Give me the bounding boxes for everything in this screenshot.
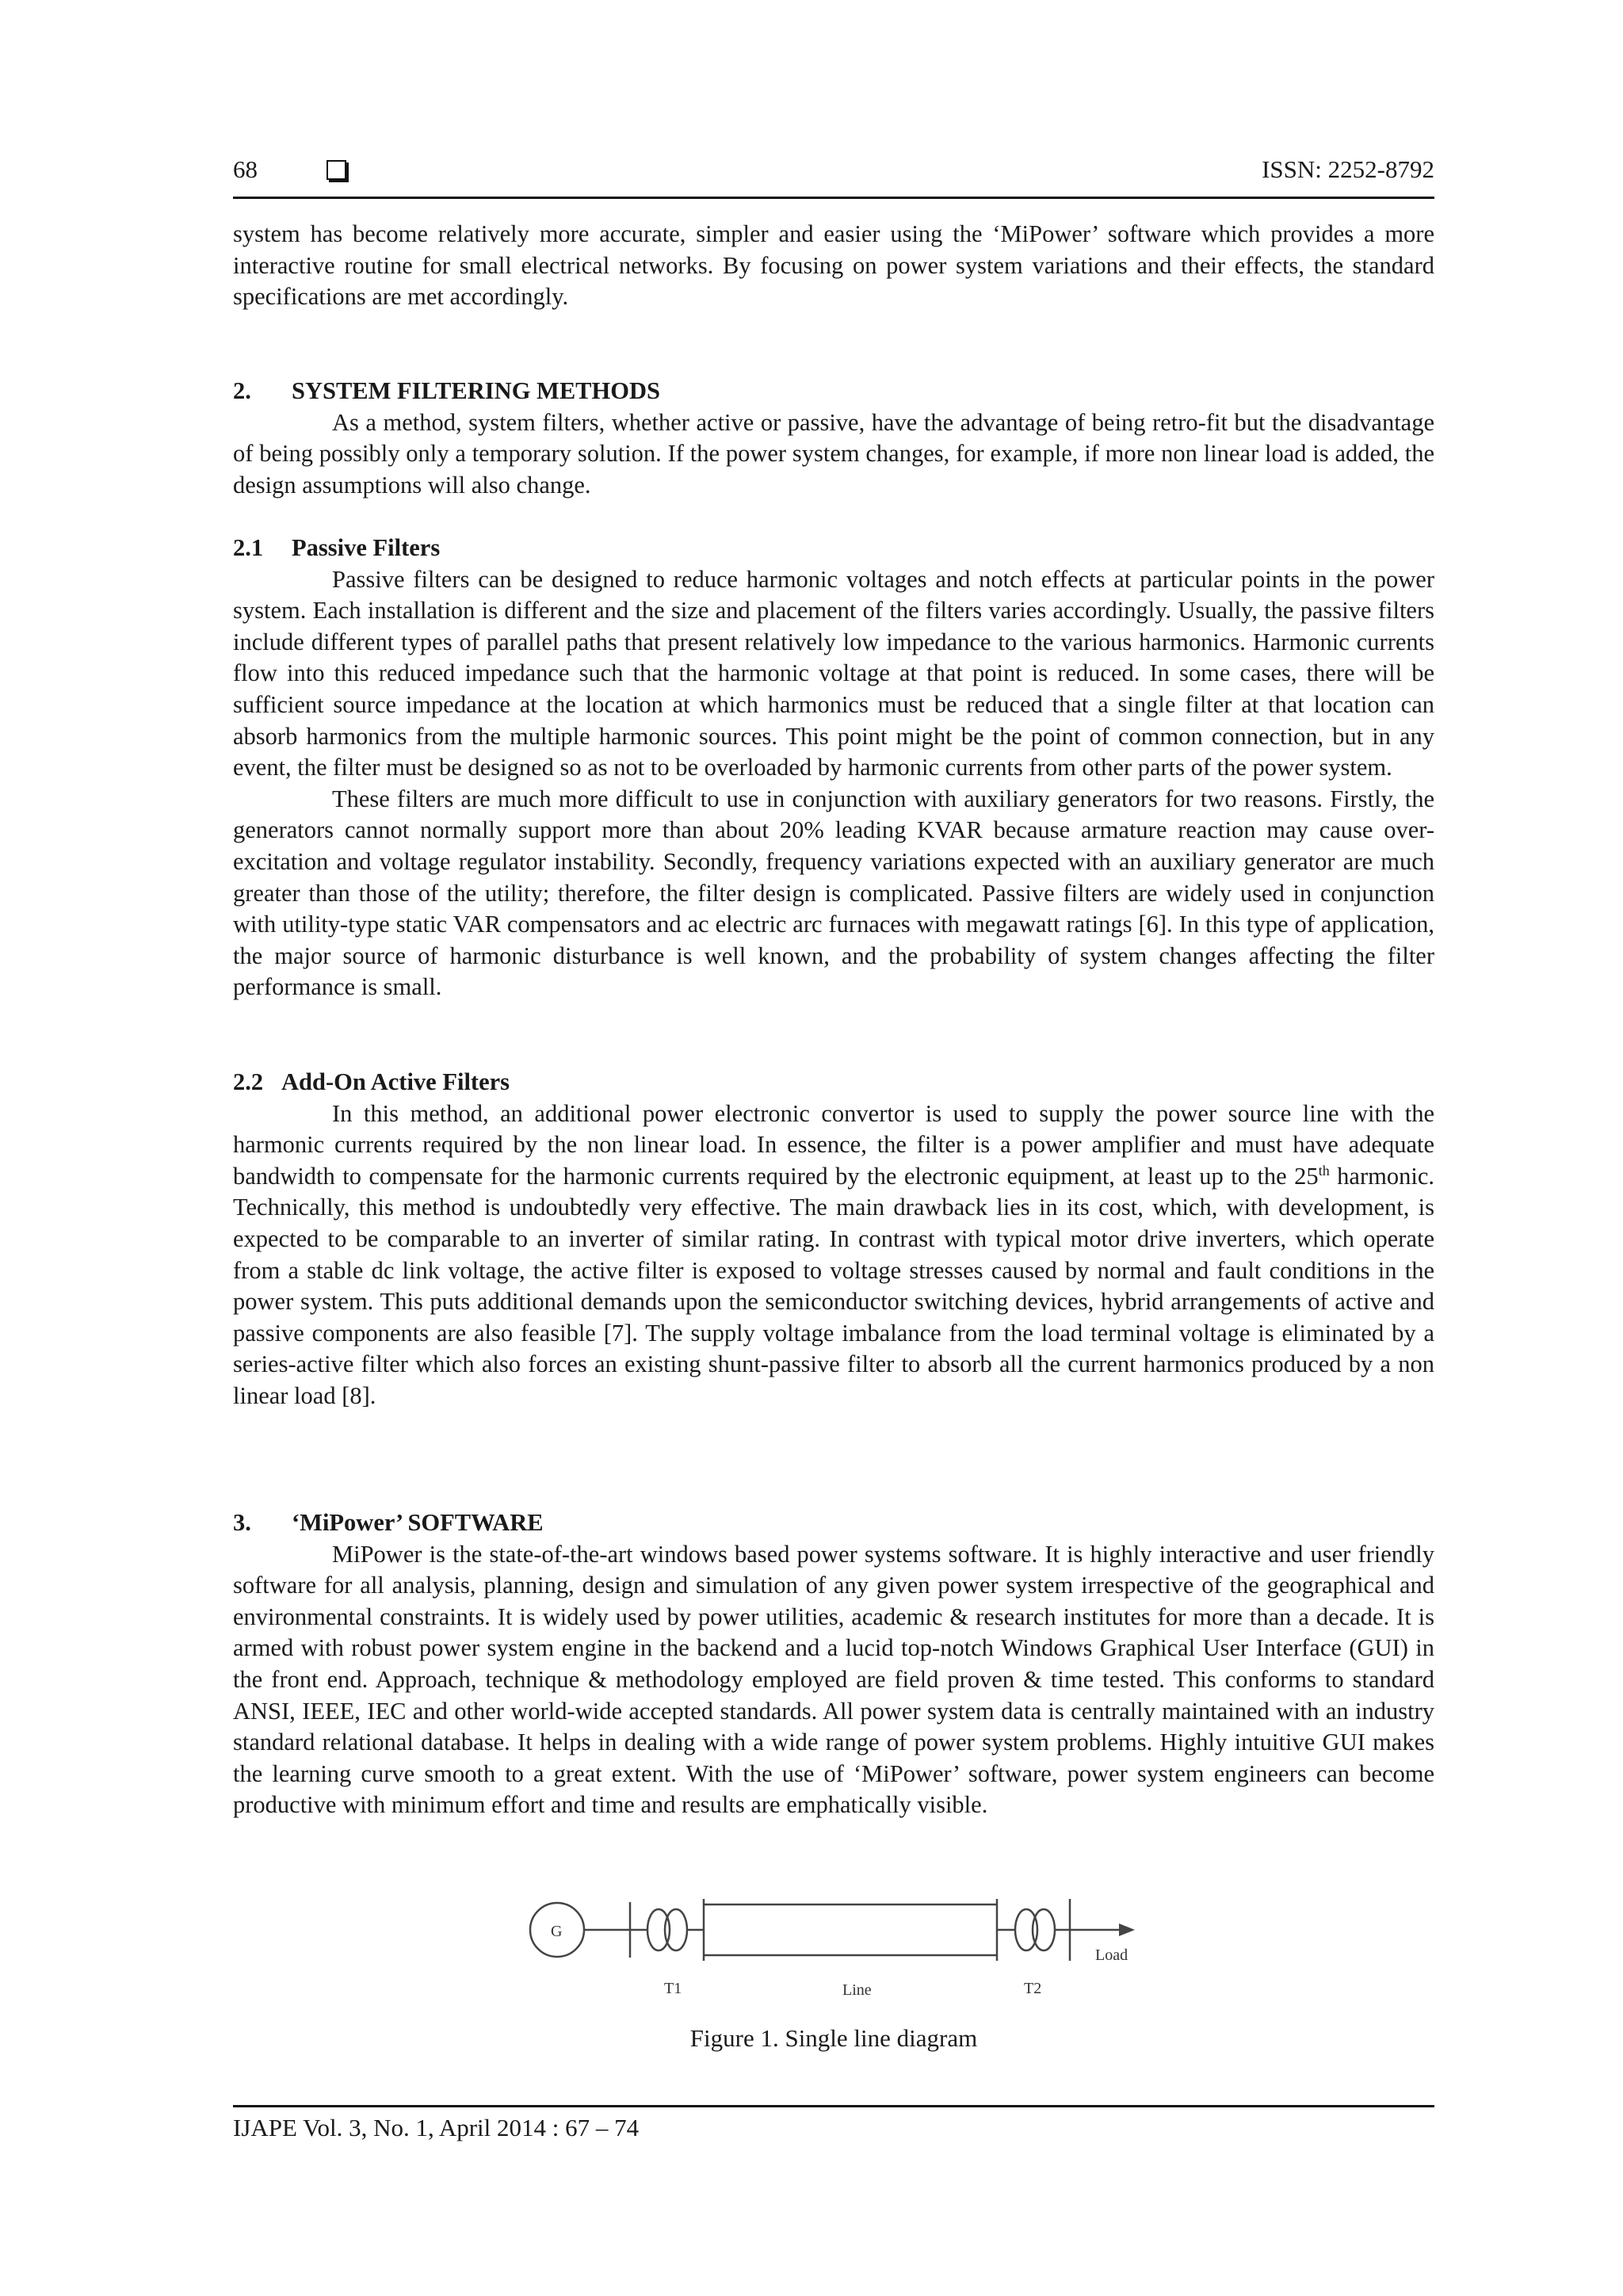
intro-block [233,219,1434,313]
section-2-1-heading: 2.1 Passive Filters [233,534,441,561]
page-number: 68 [233,155,258,183]
section-2-2 [233,1067,1434,1412]
intro-paragraph: system has become relatively more accurate, simpler and easier using the ‘MiPower’ software which provides a more interactive routine for small electrical networks. By focusing on power system variations and their effects, the standard specifications are met accordingly. [233,220,1434,311]
page-header [233,155,1434,199]
checkbox-glyph-icon [327,160,346,180]
section-2-1-paragraph-2: These filters are much more difficult to use in conjunction with auxiliary generators for two reasons. Firstly, the generators cannot normally support more than about 20% leading KVAR because armature reaction may cause over-excitation and voltage regulator instability. Secondly, frequency variations expected with an auxiliary generator are much greater than those of the utility; therefore, the filter design is complicated. Passive filters are widely used in conjunction with utility-type static VAR compensators and ac electric arc furnaces with megawatt ratings [6]. In this type of application, the major source of harmonic disturbance is well known, and the probability of system changes affecting the filter performance is small. [233,785,1434,1001]
t1-winding-primary [647,1909,670,1950]
section-3-heading: 3. ‘MiPower’ SOFTWARE [233,1509,544,1536]
t2-winding-primary [1015,1909,1037,1950]
load-arrow-icon [1119,1924,1135,1936]
figure-caption: Figure 1. Single line diagram [689,2024,978,2052]
t2-label: T2 [1024,1980,1042,1997]
page-footer [233,2105,1434,2142]
section-2-1-paragraph-1: Passive filters can be designed to reduce harmonic voltages and notch effects at particular points in the power system. Each installation is different and the size and placement of the filters varies accordingly. Usually, the passive filters include different types of parallel paths that present relatively low impedance to the various harmonics. Harmonic currents flow into this reduced impedance such that the harmonic voltage at that point is reduced. In some cases, there will be sufficient source impedance at the location at which harmonics must be reduced that a single filter at that location can absorb harmonics from the multiple harmonic sources. This point might be the point of common connection, but in any event, the filter must be designed so as not to be overloaded by harmonic currents from other parts of the power system. [233,565,1434,781]
journal-citation: IJAPE Vol. 3, No. 1, April 2014 : 67 – 74 [233,2114,640,2141]
single-line-diagram [523,1885,1157,2019]
t1-winding-secondary [665,1909,687,1950]
section-2-2-paragraph: In this method, an additional power electronic convertor is used to supply the power source line with the harmonic currents required by the non linear load. In essence, the filter is a power amplifier and must have adequate bandwidth to compensate for the harmonic currents required by the electronic equipment, at least up to the 25th harmonic. Technically, this method is undoubtedly very effective. The main drawback lies in its cost, which, with development, is expected to be comparable to an inverter of similar rating. In contrast with typical motor drive inverters, which operate from a stable dc link voltage, the active filter is exposed to voltage stresses caused by normal and fault conditions in the power system. This puts additional demands upon the semiconductor switching devices, hybrid arrangements of active and passive components are also feasible [7]. The supply voltage imbalance from the load terminal voltage is eliminated by a series-active filter which also forces an existing shunt-passive filter to absorb all the current harmonics produced by a non linear load [8]. [233,1099,1434,1409]
t1-label: T1 [664,1980,682,1997]
section-2-heading: 2. SYSTEM FILTERING METHODS [233,377,660,404]
section-2-1 [233,533,1434,1003]
issn-label: ISSN: 2252-8792 [1262,155,1434,183]
t2-winding-secondary [1033,1909,1055,1950]
section-3 [233,1507,1434,1821]
section-3-paragraph: MiPower is the state-of-the-art windows based power systems software. It is highly interactive and user friendly software for all analysis, planning, design and simulation of any given power system irrespective of the geographical and environmental constraints. It is widely used by power utilities, academic & research institutes for more than a decade. It is armed with robust power system engine in the backend and a lucid top-notch Windows Graphical User Interface (GUI) in the front end. Approach, technique & methodology employed are field proven & time tested. This conforms to standard ANSI, IEEE, IEC and other world-wide accepted standards. All power system data is centrally maintained with an industry standard relational database. It helps in dealing with a wide range of power system problems. Highly intuitive GUI makes the learning curve smooth to a great extent. With the use of ‘MiPower’ software, power system engineers can become productive with minimum effort and time and results are emphatically visible. [233,1540,1434,1819]
section-2-2-heading: 2.2 Add-On Active Filters [233,1068,510,1095]
line-label: Line [842,1981,872,1999]
generator-label: G [551,1923,563,1940]
section-2-paragraph: As a method, system filters, whether active or passive, have the advantage of being retro-fit but the disadvantage of being possibly only a temporary solution. If the power system changes, for example, if more non linear load is added, the design assumptions will also change. [233,408,1434,499]
load-label: Load [1095,1946,1128,1964]
section-2 [233,376,1434,501]
